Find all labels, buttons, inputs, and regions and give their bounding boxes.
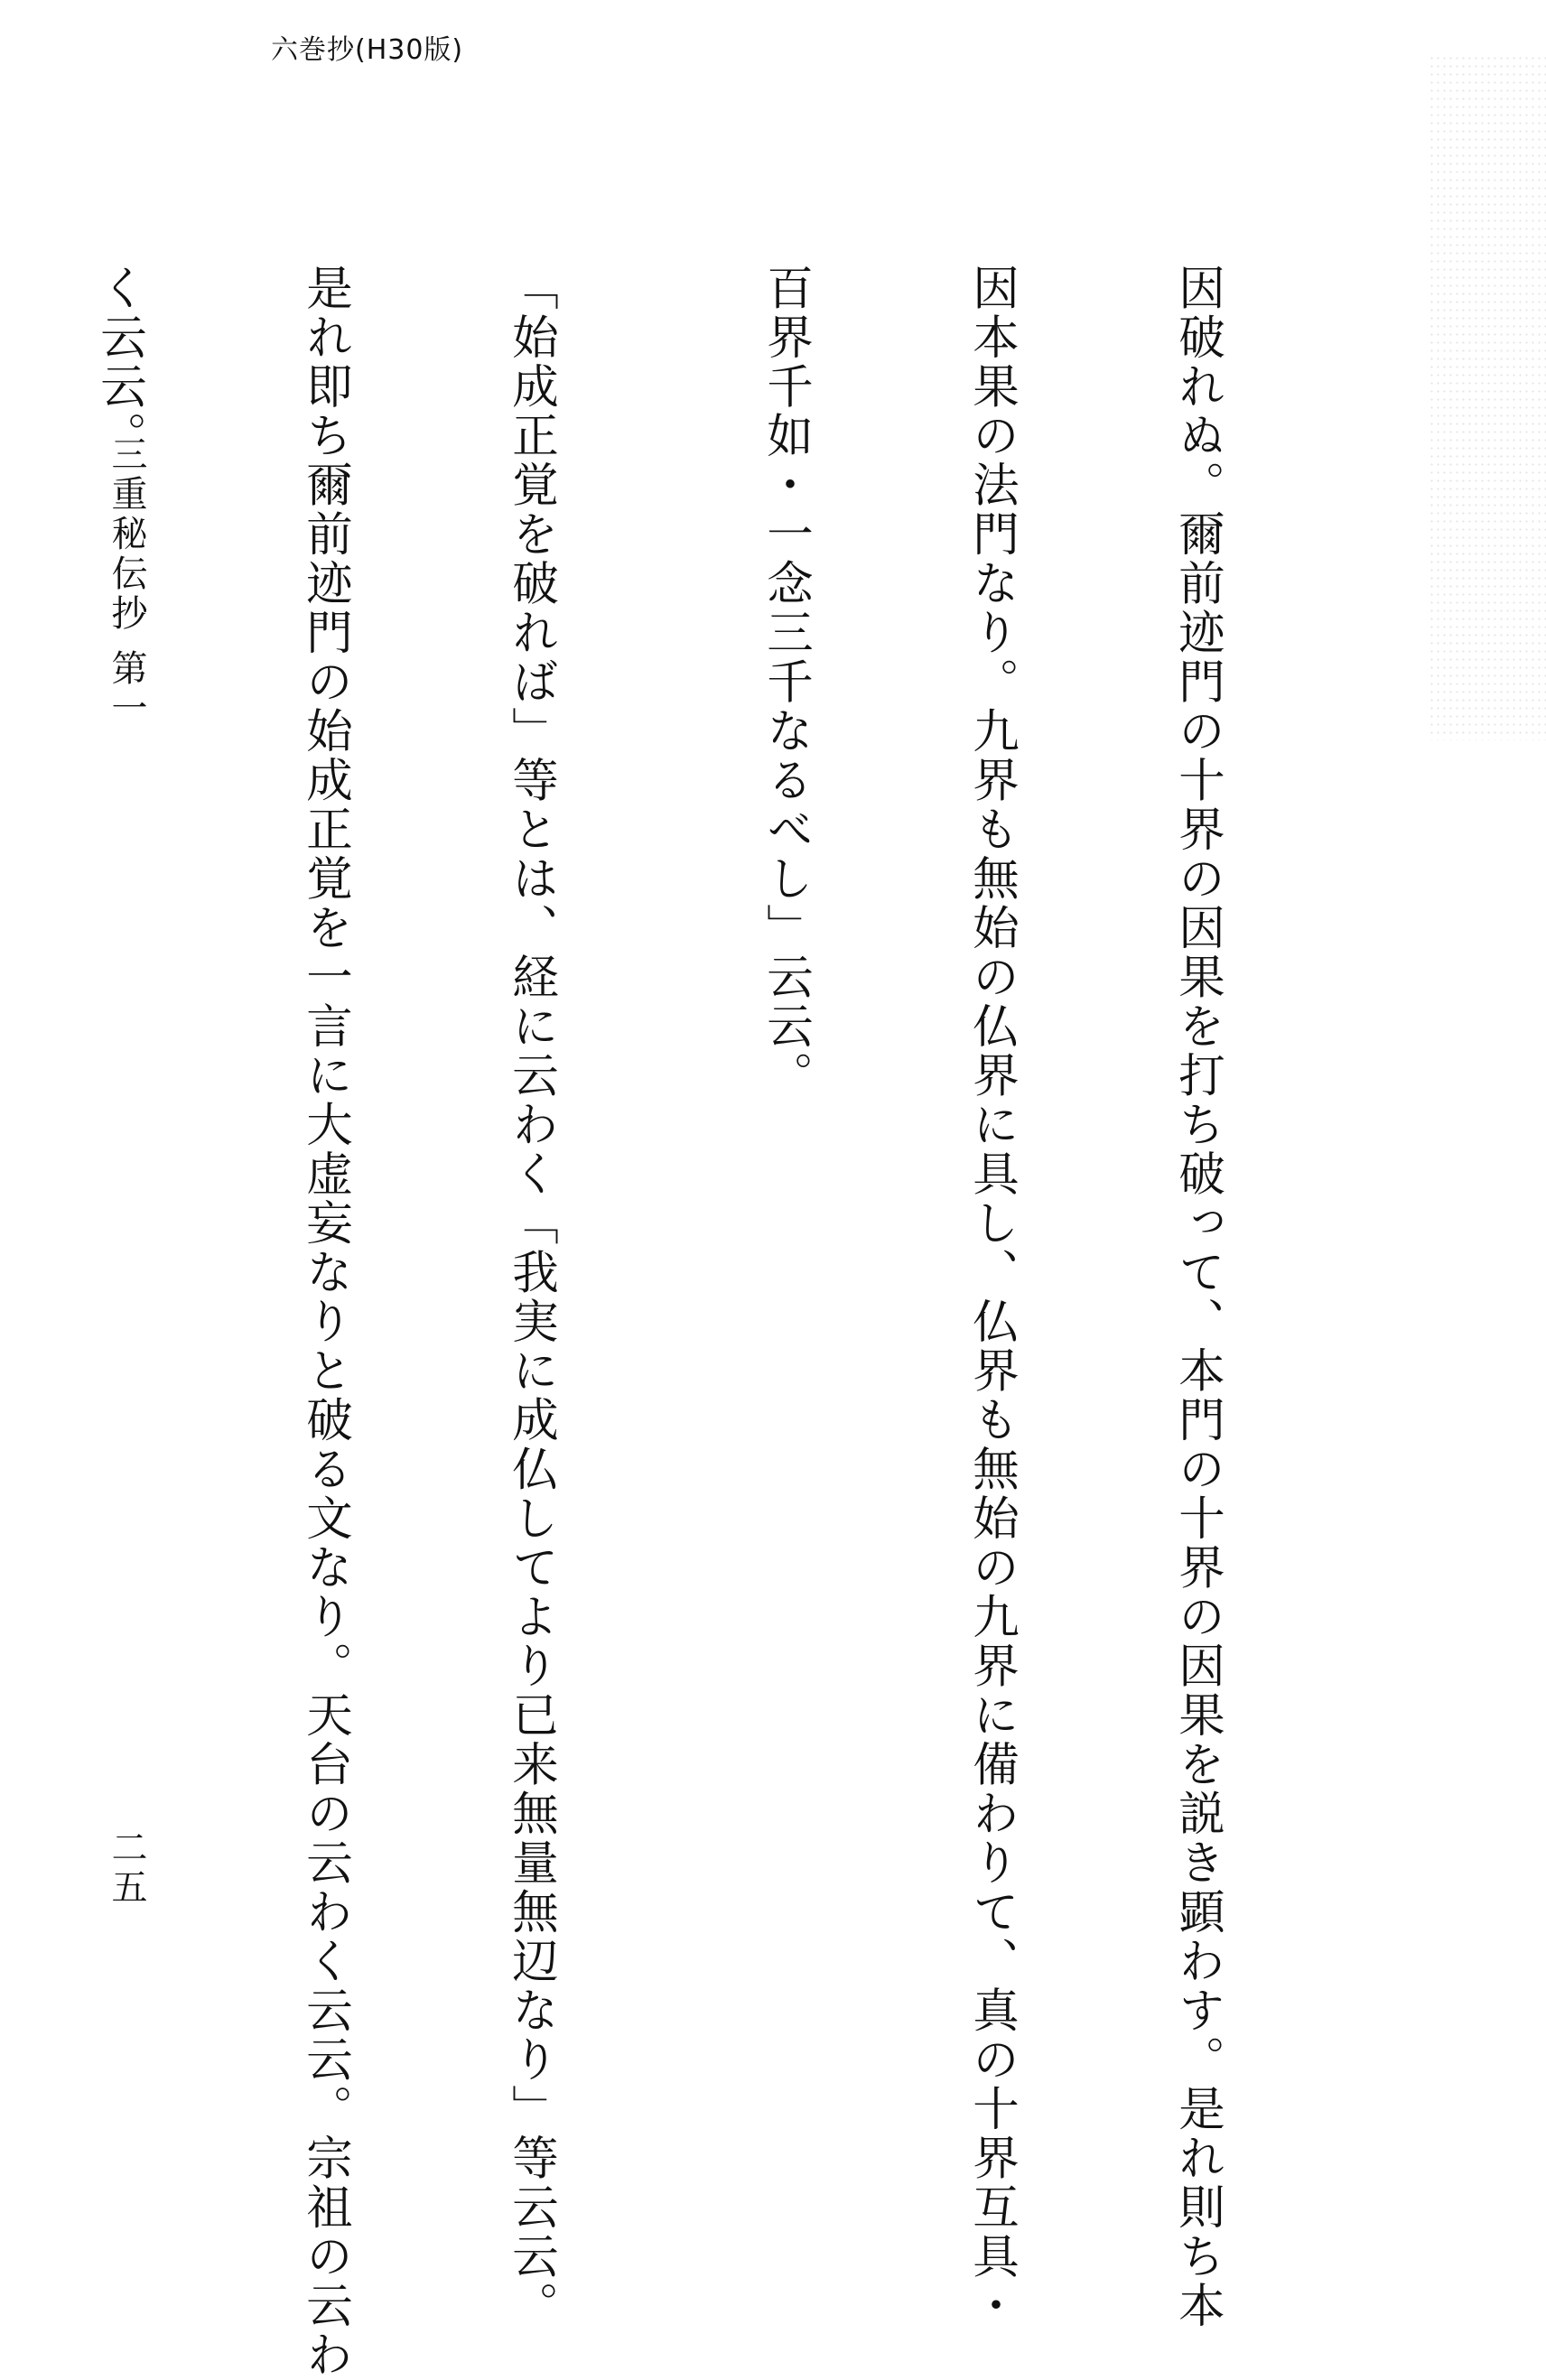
- main-text-block: [0, 264, 1369, 2380]
- running-header: 六巻抄(H30版): [271, 34, 464, 66]
- scan-margin-noise: [1429, 54, 1546, 740]
- text-column-5: 是れ即ち爾前迹門の始成正覚を一言に大虚妄なりと破る文なり。天台の云わく云云。宗祖の云わ: [298, 264, 352, 2380]
- page-number: 二五: [106, 1828, 147, 1908]
- book-title-footer: 三重秘伝抄 第一: [106, 435, 147, 729]
- text-column-3: 百界千如・一念三千なるべし」云云。: [759, 264, 813, 1101]
- text-column-2: 因本果の法門なり。九界も無始の仏界に具し、仏界も無始の九界に備わりて、真の十界互具・: [964, 264, 1019, 2330]
- text-column-1: 因破れぬ。爾前迹門の十界の因果を打ち破って、本門の十界の因果を説き顕わす。是れ則ち本: [1170, 264, 1225, 2330]
- text-column-6: く云云。: [92, 264, 146, 460]
- text-column-4: 「始成正覚を破れば」等とは、経に云わく「我実に成仏してより已来無量無辺なり」等云云。: [504, 264, 558, 2330]
